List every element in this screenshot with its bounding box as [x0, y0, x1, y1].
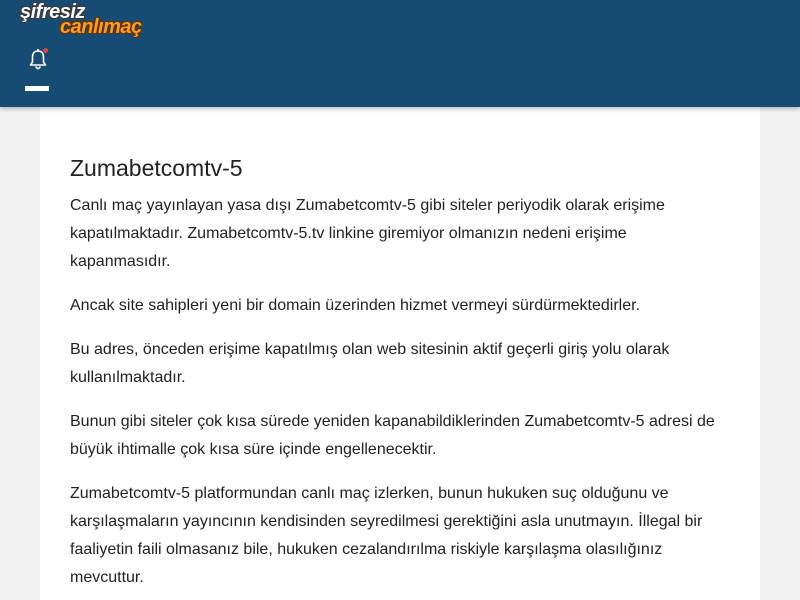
site-header [0, 0, 800, 107]
notification-dot [43, 48, 48, 53]
article-title: Zumabetcomtv-5 [70, 155, 243, 181]
logo-text-top: şifresiz [20, 1, 85, 23]
article-paragraph: Ancak site sahipleri yeni bir domain üzerinden hizmet vermeyi sürdürmektedirler. [70, 297, 641, 314]
article-paragraph: Bunun gibi siteler çok kısa sürede yeniden kapanabildiklerinden Zumabetcomtv-5 adresi de büyük ihtimalle çok kısa süre içinde engellenecektir. [70, 413, 715, 458]
article-paragraph: Canlı maç yayınlayan yasa dışı Zumabetcomtv-5 gibi siteler periyodik olarak erişime kapatılmaktadır. Zumabetcomtv-5.tv linkine giremiyor olmanızın nedeni erişime kapanmasıdır. [70, 197, 665, 270]
logo-text-bottom: canlımaç [60, 16, 142, 38]
site-logo[interactable] [20, 1, 166, 41]
article-card [40, 107, 760, 600]
menu-icon[interactable] [25, 86, 49, 91]
article-paragraph: Bu adres, önceden erişime kapatılmış olan web sitesinin aktif geçerli giriş yolu olarak kullanılmaktadır. [70, 341, 670, 386]
article-paragraph: Zumabetcomtv-5 platformundan canlı maç izlerken, bunun hukuken suç olduğunu ve karşılaşmaların yayıncının kendisinden seyredilmesi gerektiğini asla unutmayın. İllegal bir faaliyetin faili olmasanız bile, hukuken cezalandırılma riskiyle karşılaşma olasılığınız mevcuttur. [70, 485, 703, 586]
